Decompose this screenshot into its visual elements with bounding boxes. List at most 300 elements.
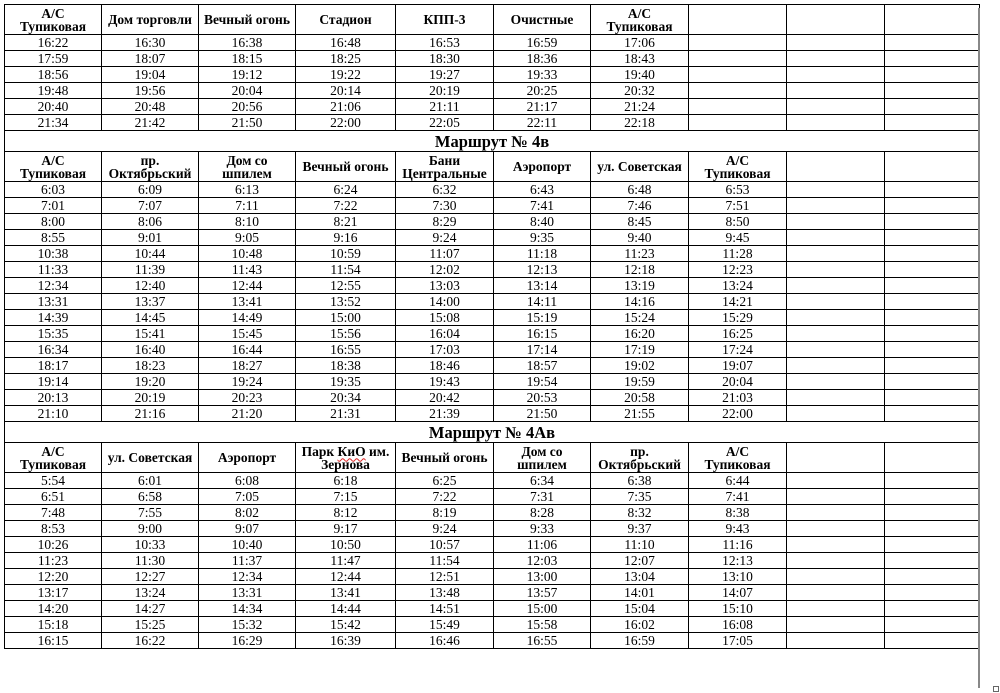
- departure-time: 16:38: [199, 35, 296, 51]
- departure-time: 12:13: [494, 262, 591, 278]
- departure-time: 17:14: [494, 342, 591, 358]
- departure-time: 12:23: [689, 262, 787, 278]
- departure-time: 13:57: [494, 585, 591, 601]
- departure-time: 21:06: [296, 99, 396, 115]
- departure-time: 19:40: [591, 67, 689, 83]
- empty-cell: [885, 230, 980, 246]
- departure-time: 21:39: [396, 406, 494, 422]
- departure-time: 15:42: [296, 617, 396, 633]
- departure-time: 9:00: [102, 521, 199, 537]
- departure-time: 14:34: [199, 601, 296, 617]
- departure-time: 20:04: [689, 374, 787, 390]
- departure-time: 20:04: [199, 83, 296, 99]
- table-row: [5, 83, 980, 99]
- departure-time: 8:02: [199, 505, 296, 521]
- departure-time: 16:15: [494, 326, 591, 342]
- empty-cell: [787, 115, 885, 131]
- departure-time: 20:53: [494, 390, 591, 406]
- empty-cell: [885, 553, 980, 569]
- empty-cell: [885, 278, 980, 294]
- route-title: Маршрут № 4в: [5, 131, 980, 152]
- empty-cell: [787, 569, 885, 585]
- departure-time: 13:17: [5, 585, 102, 601]
- departure-time: 5:54: [5, 473, 102, 489]
- departure-time: 15:04: [591, 601, 689, 617]
- departure-time: 11:33: [5, 262, 102, 278]
- departure-time: 13:41: [296, 585, 396, 601]
- empty-cell: [689, 67, 787, 83]
- stop-name-header: Дом со шпилем: [199, 152, 296, 182]
- stop-name-header: А/С Тупиковая: [689, 152, 787, 182]
- departure-time: 7:05: [199, 489, 296, 505]
- departure-time: 10:50: [296, 537, 396, 553]
- departure-time: 18:46: [396, 358, 494, 374]
- empty-cell: [885, 617, 980, 633]
- departure-time: 18:43: [591, 51, 689, 67]
- departure-time: 15:56: [296, 326, 396, 342]
- departure-time: 21:17: [494, 99, 591, 115]
- departure-time: 13:41: [199, 294, 296, 310]
- departure-time: 6:43: [494, 182, 591, 198]
- departure-time: 12:18: [591, 262, 689, 278]
- departure-time: 13:37: [102, 294, 199, 310]
- table-row: [5, 473, 980, 489]
- departure-time: 19:43: [396, 374, 494, 390]
- departure-time: 8:55: [5, 230, 102, 246]
- departure-time: 14:01: [591, 585, 689, 601]
- departure-time: 9:01: [102, 230, 199, 246]
- table-row: [5, 67, 980, 83]
- stop-header-row: [5, 152, 980, 182]
- departure-time: 10:38: [5, 246, 102, 262]
- departure-time: 16:53: [396, 35, 494, 51]
- departure-time: 16:02: [591, 617, 689, 633]
- departure-time: 13:00: [494, 569, 591, 585]
- departure-time: 14:45: [102, 310, 199, 326]
- departure-time: 9:40: [591, 230, 689, 246]
- departure-time: 18:25: [296, 51, 396, 67]
- empty-cell: [689, 5, 787, 35]
- departure-time: 16:20: [591, 326, 689, 342]
- empty-cell: [885, 443, 980, 473]
- departure-time: 22:00: [689, 406, 787, 422]
- empty-cell: [689, 99, 787, 115]
- stop-name-header: Бани Центральные: [396, 152, 494, 182]
- departure-time: 21:10: [5, 406, 102, 422]
- stop-name-header: пр. Октябрьский: [102, 152, 199, 182]
- departure-time: 17:24: [689, 342, 787, 358]
- departure-time: 6:09: [102, 182, 199, 198]
- empty-cell: [689, 51, 787, 67]
- departure-time: 19:07: [689, 358, 787, 374]
- empty-cell: [787, 294, 885, 310]
- empty-cell: [787, 390, 885, 406]
- departure-time: 18:56: [5, 67, 102, 83]
- empty-cell: [885, 99, 980, 115]
- departure-time: 19:02: [591, 358, 689, 374]
- departure-time: 11:23: [591, 246, 689, 262]
- departure-time: 19:22: [296, 67, 396, 83]
- departure-time: 9:24: [396, 230, 494, 246]
- stop-name-header: А/С Тупиковая: [689, 443, 787, 473]
- departure-time: 20:13: [5, 390, 102, 406]
- departure-time: 22:05: [396, 115, 494, 131]
- departure-time: 20:42: [396, 390, 494, 406]
- departure-time: 20:23: [199, 390, 296, 406]
- departure-time: 16:39: [296, 633, 396, 649]
- empty-cell: [885, 83, 980, 99]
- empty-cell: [787, 51, 885, 67]
- departure-time: 16:08: [689, 617, 787, 633]
- departure-time: 15:00: [296, 310, 396, 326]
- table-row: [5, 585, 980, 601]
- empty-cell: [787, 633, 885, 649]
- departure-time: 15:32: [199, 617, 296, 633]
- empty-cell: [787, 537, 885, 553]
- empty-cell: [787, 83, 885, 99]
- departure-time: 17:19: [591, 342, 689, 358]
- departure-time: 16:59: [591, 633, 689, 649]
- departure-time: 21:03: [689, 390, 787, 406]
- departure-time: 21:34: [5, 115, 102, 131]
- empty-cell: [885, 115, 980, 131]
- departure-time: 11:06: [494, 537, 591, 553]
- departure-time: 11:10: [591, 537, 689, 553]
- empty-cell: [787, 326, 885, 342]
- empty-cell: [885, 246, 980, 262]
- departure-time: 20:19: [102, 390, 199, 406]
- departure-time: 11:43: [199, 262, 296, 278]
- departure-time: 8:00: [5, 214, 102, 230]
- departure-time: 18:27: [199, 358, 296, 374]
- departure-time: 11:37: [199, 553, 296, 569]
- empty-cell: [787, 152, 885, 182]
- empty-cell: [689, 35, 787, 51]
- departure-time: 11:16: [689, 537, 787, 553]
- stop-name-header: Аэропорт: [494, 152, 591, 182]
- empty-cell: [885, 473, 980, 489]
- empty-cell: [787, 601, 885, 617]
- stop-name-header: Вечный огонь: [199, 5, 296, 35]
- departure-time: 13:04: [591, 569, 689, 585]
- empty-cell: [787, 310, 885, 326]
- departure-time: 13:19: [591, 278, 689, 294]
- departure-time: 12:55: [296, 278, 396, 294]
- empty-cell: [787, 262, 885, 278]
- empty-cell: [885, 51, 980, 67]
- departure-time: 13:52: [296, 294, 396, 310]
- departure-time: 8:21: [296, 214, 396, 230]
- departure-time: 21:11: [396, 99, 494, 115]
- departure-time: 9:17: [296, 521, 396, 537]
- departure-time: 19:56: [102, 83, 199, 99]
- departure-time: 14:39: [5, 310, 102, 326]
- departure-time: 6:48: [591, 182, 689, 198]
- empty-cell: [787, 246, 885, 262]
- departure-time: 18:38: [296, 358, 396, 374]
- departure-time: 16:22: [5, 35, 102, 51]
- departure-time: 20:40: [5, 99, 102, 115]
- empty-cell: [885, 326, 980, 342]
- departure-time: 10:26: [5, 537, 102, 553]
- departure-time: 18:30: [396, 51, 494, 67]
- departure-time: 10:59: [296, 246, 396, 262]
- empty-cell: [885, 214, 980, 230]
- table-row: [5, 198, 980, 214]
- route-title: Маршрут № 4Ав: [5, 422, 980, 443]
- empty-cell: [885, 358, 980, 374]
- stop-name-header: Парк КиО им. Зернова: [296, 443, 396, 473]
- empty-cell: [885, 374, 980, 390]
- departure-time: 6:38: [591, 473, 689, 489]
- empty-cell: [885, 198, 980, 214]
- departure-time: 19:24: [199, 374, 296, 390]
- departure-time: 15:25: [102, 617, 199, 633]
- empty-cell: [885, 152, 980, 182]
- departure-time: 6:51: [5, 489, 102, 505]
- table-row: [5, 35, 980, 51]
- departure-time: 22:11: [494, 115, 591, 131]
- departure-time: 12:13: [689, 553, 787, 569]
- departure-time: 6:03: [5, 182, 102, 198]
- empty-cell: [787, 406, 885, 422]
- stop-name-header: А/С Тупиковая: [5, 443, 102, 473]
- stop-name-header: КПП-3: [396, 5, 494, 35]
- stop-name-header: Дом со шпилем: [494, 443, 591, 473]
- departure-time: 15:41: [102, 326, 199, 342]
- departure-time: 14:27: [102, 601, 199, 617]
- table-row: [5, 51, 980, 67]
- departure-time: 21:31: [296, 406, 396, 422]
- empty-cell: [787, 230, 885, 246]
- empty-cell: [885, 342, 980, 358]
- departure-time: 21:24: [591, 99, 689, 115]
- departure-time: 7:51: [689, 198, 787, 214]
- departure-time: 10:57: [396, 537, 494, 553]
- stop-name-header: ул. Советская: [591, 152, 689, 182]
- empty-cell: [885, 601, 980, 617]
- route-title-row: [5, 422, 980, 443]
- departure-time: 10:33: [102, 537, 199, 553]
- stop-header-row: [5, 443, 980, 473]
- departure-time: 16:48: [296, 35, 396, 51]
- departure-time: 19:27: [396, 67, 494, 83]
- departure-time: 21:55: [591, 406, 689, 422]
- departure-time: 12:34: [5, 278, 102, 294]
- schedule-document: [4, 4, 980, 649]
- departure-time: 7:55: [102, 505, 199, 521]
- departure-time: 19:35: [296, 374, 396, 390]
- table-row: [5, 374, 980, 390]
- empty-cell: [787, 214, 885, 230]
- departure-time: 8:29: [396, 214, 494, 230]
- departure-time: 7:22: [396, 489, 494, 505]
- departure-time: 22:18: [591, 115, 689, 131]
- departure-time: 15:24: [591, 310, 689, 326]
- departure-time: 9:33: [494, 521, 591, 537]
- departure-time: 8:19: [396, 505, 494, 521]
- departure-time: 20:19: [396, 83, 494, 99]
- departure-time: 13:24: [102, 585, 199, 601]
- departure-time: 16:04: [396, 326, 494, 342]
- empty-cell: [787, 553, 885, 569]
- table-row: [5, 214, 980, 230]
- departure-time: 15:29: [689, 310, 787, 326]
- departure-time: 13:24: [689, 278, 787, 294]
- departure-time: 14:07: [689, 585, 787, 601]
- departure-time: 18:15: [199, 51, 296, 67]
- departure-time: 6:13: [199, 182, 296, 198]
- departure-time: 12:03: [494, 553, 591, 569]
- empty-cell: [787, 585, 885, 601]
- departure-time: 16:30: [102, 35, 199, 51]
- departure-time: 16:29: [199, 633, 296, 649]
- departure-time: 12:40: [102, 278, 199, 294]
- departure-time: 9:24: [396, 521, 494, 537]
- departure-time: 7:30: [396, 198, 494, 214]
- departure-time: 19:20: [102, 374, 199, 390]
- departure-time: 8:53: [5, 521, 102, 537]
- departure-time: 8:28: [494, 505, 591, 521]
- departure-time: 21:20: [199, 406, 296, 422]
- empty-cell: [885, 35, 980, 51]
- empty-cell: [787, 67, 885, 83]
- departure-time: 16:40: [102, 342, 199, 358]
- stop-name-header: Вечный огонь: [296, 152, 396, 182]
- table-row: [5, 390, 980, 406]
- table-row: [5, 601, 980, 617]
- departure-time: 16:59: [494, 35, 591, 51]
- table-row: [5, 326, 980, 342]
- empty-cell: [885, 5, 980, 35]
- departure-time: 16:46: [396, 633, 494, 649]
- table-row: [5, 521, 980, 537]
- departure-time: 14:00: [396, 294, 494, 310]
- departure-time: 10:40: [199, 537, 296, 553]
- departure-time: 7:22: [296, 198, 396, 214]
- empty-cell: [787, 342, 885, 358]
- departure-time: 7:11: [199, 198, 296, 214]
- departure-time: 20:58: [591, 390, 689, 406]
- departure-time: 16:34: [5, 342, 102, 358]
- empty-cell: [787, 505, 885, 521]
- departure-time: 19:54: [494, 374, 591, 390]
- departure-time: 16:15: [5, 633, 102, 649]
- departure-time: 20:25: [494, 83, 591, 99]
- departure-time: 21:16: [102, 406, 199, 422]
- departure-time: 18:17: [5, 358, 102, 374]
- departure-time: 14:20: [5, 601, 102, 617]
- stop-name-header: Аэропорт: [199, 443, 296, 473]
- departure-time: 15:18: [5, 617, 102, 633]
- departure-time: 14:51: [396, 601, 494, 617]
- departure-time: 14:44: [296, 601, 396, 617]
- empty-cell: [787, 35, 885, 51]
- departure-time: 7:48: [5, 505, 102, 521]
- departure-time: 12:20: [5, 569, 102, 585]
- table-row: [5, 99, 980, 115]
- departure-time: 12:02: [396, 262, 494, 278]
- table-row: [5, 262, 980, 278]
- stop-name-header: А/С Тупиковая: [5, 152, 102, 182]
- stop-header-row: [5, 5, 980, 35]
- empty-cell: [787, 99, 885, 115]
- departure-time: 6:01: [102, 473, 199, 489]
- departure-time: 19:59: [591, 374, 689, 390]
- departure-time: 12:44: [199, 278, 296, 294]
- departure-time: 15:00: [494, 601, 591, 617]
- departure-time: 12:34: [199, 569, 296, 585]
- empty-cell: [885, 390, 980, 406]
- departure-time: 10:44: [102, 246, 199, 262]
- stop-name-header: А/С Тупиковая: [591, 5, 689, 35]
- departure-time: 7:35: [591, 489, 689, 505]
- empty-cell: [689, 115, 787, 131]
- departure-time: 15:08: [396, 310, 494, 326]
- resize-handle[interactable]: [993, 686, 999, 692]
- departure-time: 14:16: [591, 294, 689, 310]
- departure-time: 20:56: [199, 99, 296, 115]
- departure-time: 19:04: [102, 67, 199, 83]
- departure-time: 6:08: [199, 473, 296, 489]
- departure-time: 16:55: [296, 342, 396, 358]
- table-row: [5, 115, 980, 131]
- departure-time: 11:28: [689, 246, 787, 262]
- departure-time: 12:27: [102, 569, 199, 585]
- departure-time: 19:48: [5, 83, 102, 99]
- empty-cell: [885, 569, 980, 585]
- empty-cell: [885, 521, 980, 537]
- table-row: [5, 569, 980, 585]
- empty-cell: [787, 617, 885, 633]
- table-row: [5, 278, 980, 294]
- departure-time: 19:12: [199, 67, 296, 83]
- departure-time: 20:14: [296, 83, 396, 99]
- empty-cell: [787, 374, 885, 390]
- departure-time: 6:18: [296, 473, 396, 489]
- empty-cell: [885, 505, 980, 521]
- departure-time: 6:44: [689, 473, 787, 489]
- departure-time: 19:14: [5, 374, 102, 390]
- departure-time: 9:35: [494, 230, 591, 246]
- table-row: [5, 553, 980, 569]
- departure-time: 9:37: [591, 521, 689, 537]
- departure-time: 16:25: [689, 326, 787, 342]
- departure-time: 8:38: [689, 505, 787, 521]
- empty-cell: [787, 358, 885, 374]
- stop-name-header: Стадион: [296, 5, 396, 35]
- departure-time: 9:45: [689, 230, 787, 246]
- departure-time: 15:58: [494, 617, 591, 633]
- empty-cell: [885, 294, 980, 310]
- departure-time: 10:48: [199, 246, 296, 262]
- departure-time: 17:59: [5, 51, 102, 67]
- departure-time: 13:31: [5, 294, 102, 310]
- departure-time: 9:07: [199, 521, 296, 537]
- empty-cell: [885, 310, 980, 326]
- empty-cell: [787, 521, 885, 537]
- table-row: [5, 294, 980, 310]
- departure-time: 11:54: [396, 553, 494, 569]
- departure-time: 16:44: [199, 342, 296, 358]
- departure-time: 6:53: [689, 182, 787, 198]
- departure-time: 18:23: [102, 358, 199, 374]
- departure-time: 7:07: [102, 198, 199, 214]
- departure-time: 8:10: [199, 214, 296, 230]
- departure-time: 20:48: [102, 99, 199, 115]
- table-row: [5, 310, 980, 326]
- departure-time: 15:45: [199, 326, 296, 342]
